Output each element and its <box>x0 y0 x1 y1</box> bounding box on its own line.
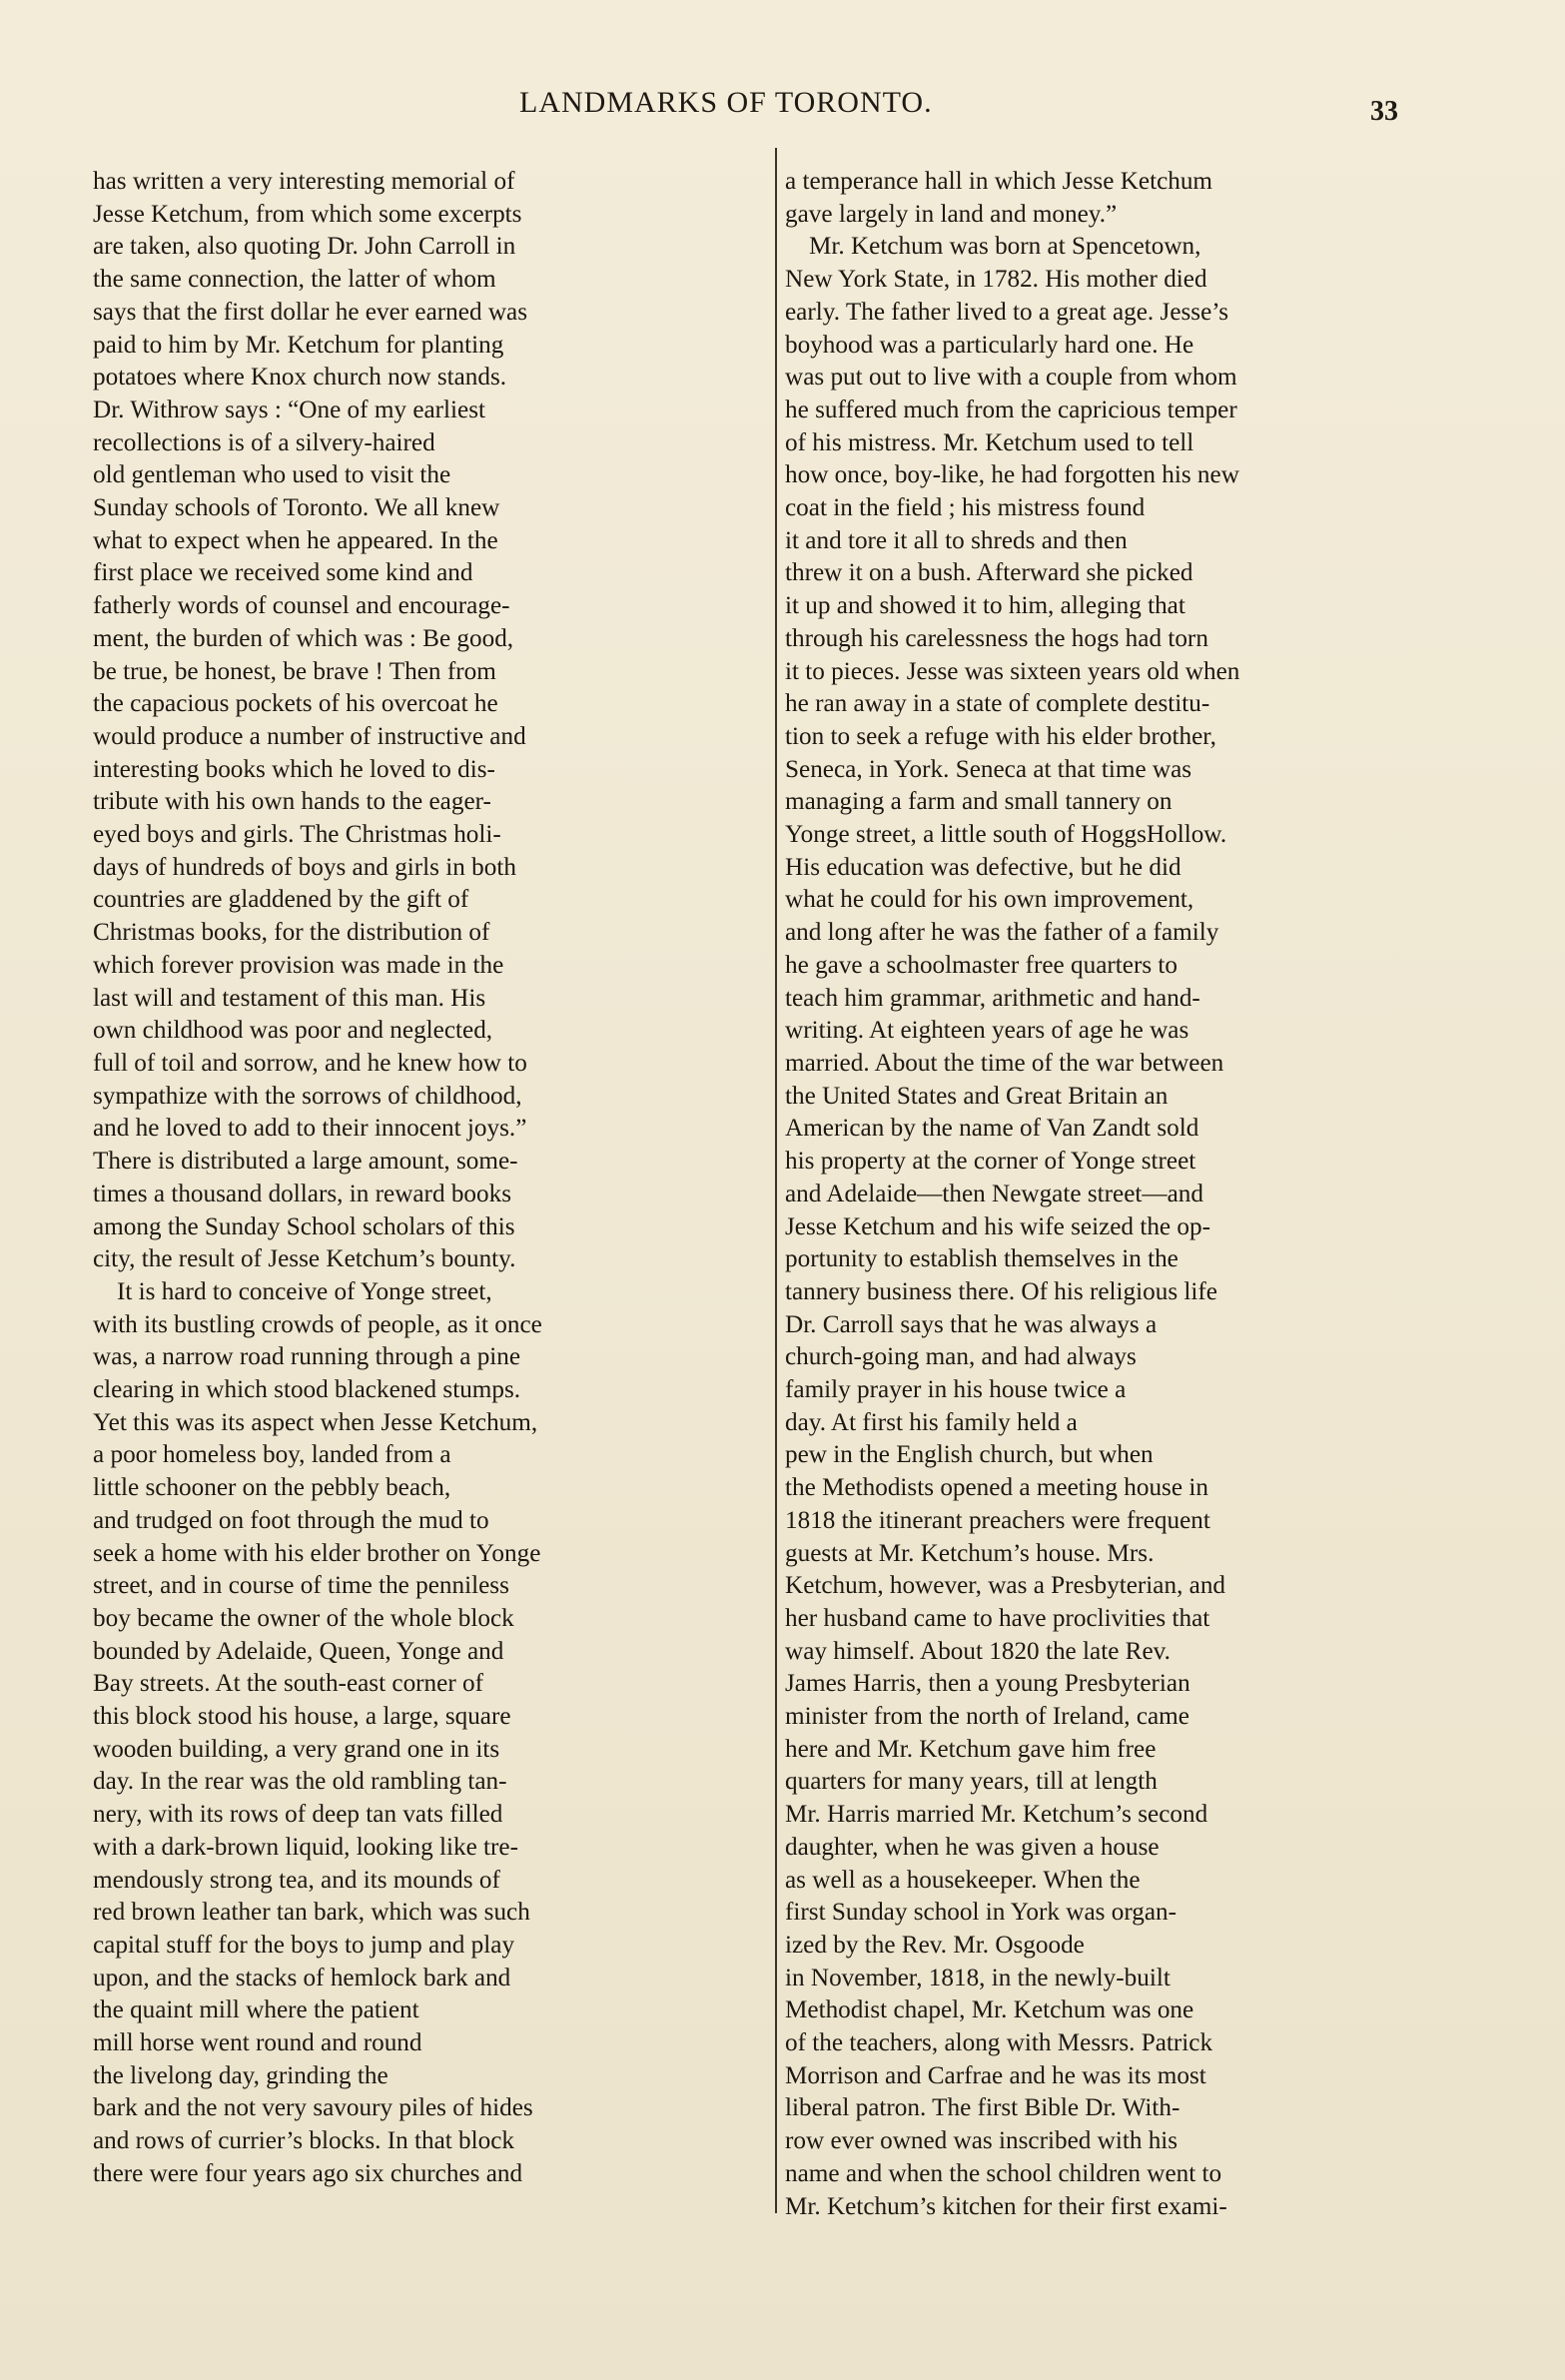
paragraph: It is hard to conceive of Yonge street, with its bustling crowds of people, as it once was, a narrow road running through a pine clearing in which stood blackened stumps. Yet this was its aspect when Jesse Ketchum, a poor homeless boy, landed from a little schooner on the pebbly beach, and trudged on foot through the mud to seek a home with his elder brother on Yonge street, and in course of time the penniless boy became the owner of the whole block bounded by Adelaide, Queen, Yonge and Bay streets. At the south-east corner of this block stood his house, a large, square wooden building, a very grand one in its day. In the rear was the old rambling tan- nery, with its rows of deep tan vats filled with a dark-brown liquid, looking like tre- mendously strong tea, and its mounds of red brown leather tan bark, which was such capital stuff for the boys to jump and play upon, and the stacks of hemlock bark and the quaint mill where the patient mill horse went round and round the livelong day, grinding the bark and the not very savoury piles of hides and rows of currier’s blocks. In that block there were four years ago six churches and <box>93 1277 542 2187</box>
running-title: LANDMARKS OF TORONTO. <box>519 86 933 119</box>
left-column <box>93 166 752 2191</box>
paragraph: Mr. Ketchum was born at Spencetown, New York State, in 1782. His mother died early. The father lived to a great age. Jesse’s boyhood was a particularly hard one. He was put out to live with a couple from whom he suffered much from the capricious temper of his mistress. Mr. Ketchum used to tell how once, boy-like, he had forgotten his new coat in the field ; his mistress found it and tore it all to shreds and then threw it on a bush. Afterward she picked it up and showed it to him, alleging that through his carelessness the hogs had torn it to pieces. Jesse was sixteen years old when he ran away in a state of complete destitu- tion to seek a refuge with his elder brother, Seneca, in York. Seneca at that time was managing a farm and small tannery on Yonge street, a little south of HoggsHollow. His education was defective, but he did what he could for his own improvement, and long after he was the father of a family he gave a schoolmaster free quarters to teach him grammar, arithmetic and hand- writing. At eighteen years of age he was married. About the time of the war between the United States and Great Britain an American by the name of Van Zandt sold his property at the corner of Yonge street and Adelaide—then Newgate street—and Jesse Ketchum and his wife seized the op- portunity to establish themselves in the tannery business there. Of his religious life Dr. Carroll says that he was always a church-going man, and had always family prayer in his house twice a day. At first his family held a pew in the English church, but when the Methodists opened a meeting house in 1818 the itinerant preachers were frequent guests at Mr. Ketchum’s house. Mrs. Ketchum, however, was a Presbyterian, and her husband came to have proclivities that way himself. About 1820 the late Rev. James Harris, then a young Presbyterian minister from the north of Ireland, came here and Mr. Ketchum gave him free quarters for many years, till at length Mr. Harris married Mr. Ketchum’s second daughter, when he was given a house as well as a housekeeper. When the first Sunday school in York was organ- ized by the Rev. Mr. Osgoode in November, 1818, in the newly-built Methodist chapel, Mr. Ketchum was one of the teachers, along with Messrs. Patrick Morrison and Carfrae and he was its most liberal patron. The first Bible Dr. With- row ever owned was inscribed with his name and when the school children went to Mr. Ketchum’s kitchen for their first exami- <box>785 233 1240 2220</box>
column-divider <box>775 148 777 2213</box>
paragraph: has written a very interesting memorial of Jesse Ketchum, from which some excerpts are taken, also quoting Dr. John Carroll in the same connection, the latter of whom says that the first dollar he ever earned was paid to him by Mr. Ketchum for planting potatoes where Knox church now stands. Dr. Withrow says : “One of my earliest recollections is of a silvery-haired old gentleman who used to visit the Sunday schools of Toronto. We all knew what to expect when he appeared. In the first place we received some kind and fatherly words of counsel and encourage- ment, the burden of which was : Be good, be true, be honest, be brave ! Then from the capacious pockets of his overcoat he would produce a number of instructive and interesting books which he loved to dis- tribute with his own hands to the eager- eyed boys and girls. The Christmas holi- days of hundreds of boys and girls in both countries are gladdened by the gift of Christmas books, for the distribution of which forever provision was made in the last will and testament of this man. His own childhood was poor and neglected, full of toil and sorrow, and he knew how to sympathize with the sorrows of childhood, and he loved to add to their innocent joys.” There is distributed a large amount, some- times a thousand dollars, in reward books among the Sunday School scholars of this city, the result of Jesse Ketchum’s bounty. <box>93 168 528 1273</box>
page-header <box>0 86 1565 130</box>
page-number: 33 <box>1370 96 1398 127</box>
right-column <box>785 166 1444 2223</box>
paragraph: a temperance hall in which Jesse Ketchum gave largely in land and money.” <box>785 168 1213 228</box>
